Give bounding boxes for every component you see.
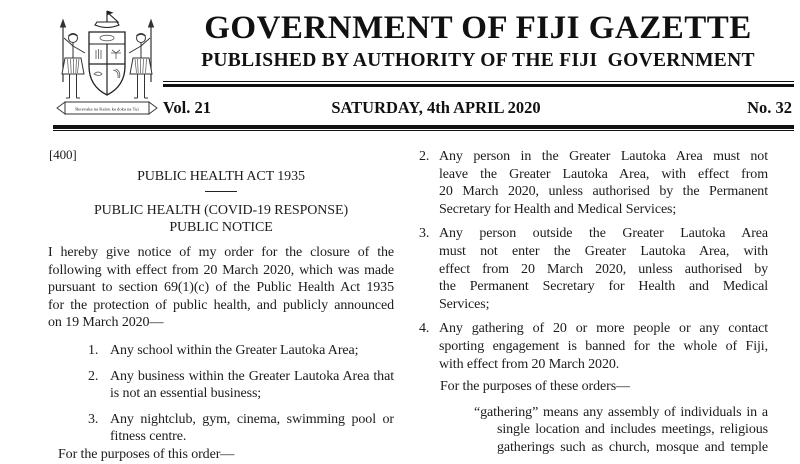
notice-heading-line2: PUBLIC NOTICE xyxy=(169,219,273,235)
text-line: gatherings such as church, mosque and temple xyxy=(497,439,768,455)
masthead-rule-bottom xyxy=(53,125,794,131)
masthead-rule-top xyxy=(163,81,794,87)
right-warrior-icon xyxy=(129,20,154,98)
text-line: pursuant to section 69(1)(c) of the Public Health Act 1935 xyxy=(48,280,394,296)
text-line: for the protection of public health, and publicly announced xyxy=(48,297,394,313)
text-line: single location and includes meetings, religious xyxy=(497,422,768,438)
list-item-number: 2. xyxy=(419,149,430,164)
text-line: Any person outside the Greater Lautoka Area xyxy=(439,226,768,242)
purposes-paragraph: For the purposes of these orders— xyxy=(440,379,630,395)
intro-paragraph xyxy=(48,244,394,332)
text-line: with effect from 20 March 2020. xyxy=(439,356,620,372)
act-title: PUBLIC HEALTH ACT 1935 xyxy=(137,169,305,184)
list-item xyxy=(48,411,394,446)
text-line: sporting engagement is banned for the whole of Fiji, xyxy=(439,338,768,354)
text-line: Secretary for Health and Medical Services; xyxy=(439,201,677,217)
left-warrior-icon xyxy=(61,20,86,98)
text-line: leave the Greater Lautoka Area, with effect from xyxy=(439,166,768,182)
text-line: Any gathering of 20 or more people or any contact xyxy=(439,321,768,337)
text-line: effect from 20 March 2020, unless authorised by xyxy=(439,261,768,277)
text-line: “gathering” means any assembly of individuals in a xyxy=(474,404,768,420)
list-item xyxy=(48,368,394,403)
issue-date: SATURDAY, 4th APRIL 2020 xyxy=(331,98,541,117)
motto-banner xyxy=(57,102,157,114)
issue-number: No. 32 xyxy=(747,98,792,117)
list-item-number: 3. xyxy=(419,226,430,242)
text-line: Any person in the Greater Lautoka Area must not xyxy=(439,149,768,164)
list-item-number: 3. xyxy=(88,411,99,427)
text-line: on 19 March 2020— xyxy=(48,315,164,331)
left-column xyxy=(48,140,394,464)
text-line: is not an essential business; xyxy=(110,386,262,402)
volume-bar xyxy=(163,95,792,121)
list-item-number: 4. xyxy=(419,321,430,337)
text-line: Any business within the Greater Lautoka Area that xyxy=(110,368,394,384)
text-line: I hereby give notice of my order for the closure of the xyxy=(48,245,394,260)
motto-text: Rerevaka na Kalou ka doka na Tui xyxy=(75,106,139,112)
text-line: Any nightclub, gym, cinema, swimming pool or xyxy=(110,411,394,427)
list-item-number: 2. xyxy=(88,368,99,384)
fiji-coat-of-arms xyxy=(55,8,159,128)
right-column xyxy=(418,140,768,457)
gazette-title: GOVERNMENT OF FIJI GAZETTE xyxy=(204,10,752,46)
text-line: following with effect from 20 March 2020, which was made xyxy=(48,262,394,278)
shield xyxy=(89,32,125,95)
list-item xyxy=(48,342,394,360)
canoe-icon xyxy=(95,11,119,28)
text-line: fitness centre. xyxy=(110,429,187,445)
gazette-subtitle: PUBLISHED BY AUTHORITY OF THE FIJI GOVERNMENT xyxy=(201,50,755,71)
volume-label: Vol. 21 xyxy=(163,98,211,117)
section-divider xyxy=(205,191,237,193)
movement-restrictions-list xyxy=(418,148,768,373)
text-line: Services; xyxy=(439,296,490,312)
text-line: must not enter the Greater Lautoka Area, with xyxy=(439,243,768,259)
list-item xyxy=(418,148,768,218)
list-item xyxy=(418,225,768,313)
closure-list xyxy=(48,342,394,446)
gathering-definition xyxy=(418,404,768,457)
text-line: 20 March 2020, unless authorised by the Permanent xyxy=(439,184,768,200)
list-item xyxy=(418,320,768,373)
notice-heading-line1: PUBLIC HEALTH (COVID-19 RESPONSE) xyxy=(93,203,349,218)
text-line: the Permanent Secretary for Health and Medical xyxy=(439,279,768,295)
clipped-line: For the purposes of this order— xyxy=(58,446,235,462)
notice-number: [400] xyxy=(49,147,77,162)
list-item-number: 1. xyxy=(88,342,99,358)
text-line: Any school within the Greater Lautoka Area; xyxy=(110,342,359,358)
